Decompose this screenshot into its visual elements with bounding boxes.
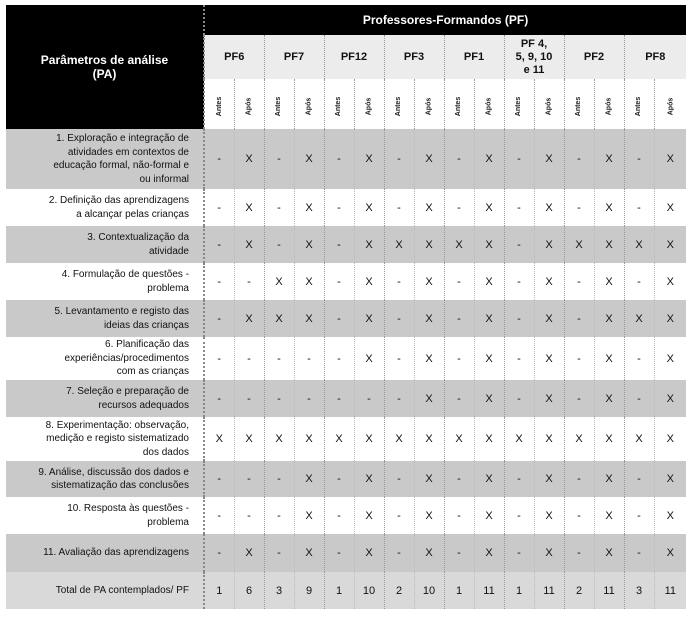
parameter-cell: X: [234, 534, 264, 572]
parameter-cell: X: [294, 189, 324, 226]
parameter-cell: X: [594, 417, 624, 461]
parameter-cell: -: [324, 129, 354, 189]
parameter-cell: X: [354, 461, 384, 497]
parameter-cell: X: [474, 417, 504, 461]
parameter-cell: -: [204, 461, 234, 497]
parameter-label-line: sistematização das conclusões: [51, 480, 189, 491]
parameter-cell: -: [624, 380, 654, 417]
parameter-cell: -: [204, 189, 234, 226]
parameter-cell: -: [384, 129, 414, 189]
parameter-cell: X: [354, 534, 384, 572]
parameter-cell: -: [324, 337, 354, 380]
parameter-cell: X: [654, 497, 686, 534]
parameter-cell: X: [654, 129, 686, 189]
parameter-cell: X: [504, 417, 534, 461]
before-header: [504, 79, 534, 129]
parameter-cell: -: [324, 226, 354, 263]
parameter-cell: X: [654, 300, 686, 337]
after-header: [294, 79, 324, 129]
parameter-cell: X: [474, 300, 504, 337]
pf-column-label: 5, 9, 10: [515, 50, 553, 63]
parameter-cell: X: [594, 461, 624, 497]
parameter-cell: -: [624, 263, 654, 300]
parameter-cell: X: [204, 417, 234, 461]
after-header: [414, 79, 444, 129]
parameter-cell: X: [624, 417, 654, 461]
parameter-cell: -: [294, 380, 324, 417]
parameter-label-line: problema: [147, 516, 189, 528]
parameter-cell: -: [264, 497, 294, 534]
parameter-cell: -: [264, 461, 294, 497]
parameter-cell: X: [414, 337, 444, 380]
parameter-cell: X: [624, 300, 654, 337]
parameter-label: [6, 300, 204, 337]
parameter-cell: X: [474, 263, 504, 300]
parameter-cell: X: [354, 300, 384, 337]
pf-column-label: PF 4,: [520, 37, 548, 50]
after-label: Após: [666, 97, 674, 116]
parameter-row: [6, 380, 686, 417]
parameter-label: [6, 226, 204, 263]
total-cell: 2: [384, 572, 414, 609]
pf-column-label: PF8: [645, 50, 666, 63]
parameter-label: [6, 534, 204, 572]
after-header: [474, 79, 504, 129]
parameter-cell: -: [204, 497, 234, 534]
total-row: [6, 572, 686, 609]
parameter-cell: X: [654, 226, 686, 263]
after-header: [234, 79, 264, 129]
parameter-cell: -: [564, 461, 594, 497]
parameter-cell: X: [594, 337, 624, 380]
parameter-cell: X: [534, 417, 564, 461]
parameter-cell: -: [324, 534, 354, 572]
parameter-cell: -: [504, 337, 534, 380]
parameter-cell: -: [444, 129, 474, 189]
header-row-group: [6, 5, 686, 35]
parameter-cell: -: [204, 300, 234, 337]
parameter-label-line: 4. Formulação de questões -: [61, 269, 189, 280]
parameter-cell: -: [504, 497, 534, 534]
parameter-cell: X: [534, 189, 564, 226]
total-cell: 9: [294, 572, 324, 609]
parameter-cell: X: [624, 226, 654, 263]
after-label: Após: [245, 97, 253, 116]
parameter-cell: X: [534, 337, 564, 380]
parameter-label-line: atividade: [148, 245, 189, 257]
parameter-label-line: 3. Contextualização da: [87, 232, 189, 243]
parameter-cell: X: [564, 226, 594, 263]
parameter-cell: -: [324, 263, 354, 300]
parameter-row: [6, 534, 686, 572]
parameter-label: [6, 497, 204, 534]
parameter-cell: X: [264, 263, 294, 300]
parameter-cell: X: [414, 226, 444, 263]
after-label: Após: [545, 97, 553, 116]
pf-column-label: PF6: [224, 50, 245, 63]
before-label: Antes: [455, 96, 463, 117]
parameter-cell: -: [564, 263, 594, 300]
total-cell: 11: [654, 572, 686, 609]
parameter-cell: -: [564, 189, 594, 226]
parameter-label-line: ou informal: [139, 173, 189, 185]
parameter-cell: X: [414, 300, 444, 337]
parameter-cell: X: [534, 461, 564, 497]
pf-column-label: PF3: [403, 50, 425, 63]
parameter-row: [6, 337, 686, 380]
parameter-cell: -: [204, 129, 234, 189]
parameter-cell: X: [294, 300, 324, 337]
after-header: [354, 79, 384, 129]
total-cell: 1: [324, 572, 354, 609]
parameter-cell: -: [384, 380, 414, 417]
pf-column-label: PF1: [463, 50, 485, 63]
parameter-label-line: 7. Seleção e preparação de: [66, 386, 189, 397]
parameter-cell: X: [564, 417, 594, 461]
parameter-cell: -: [264, 189, 294, 226]
total-cell: 10: [354, 572, 384, 609]
pf-column-header: [324, 35, 384, 79]
total-cell: 3: [624, 572, 654, 609]
parameter-cell: X: [594, 226, 624, 263]
parameter-cell: X: [414, 189, 444, 226]
total-cell: 1: [204, 572, 234, 609]
parameter-cell: -: [324, 497, 354, 534]
parameter-cell: X: [534, 226, 564, 263]
parameter-cell: X: [384, 226, 414, 263]
parameter-cell: X: [294, 497, 324, 534]
parameter-row: [6, 417, 686, 461]
parameter-cell: -: [564, 129, 594, 189]
parameter-cell: -: [264, 380, 294, 417]
parameter-cell: -: [384, 300, 414, 337]
parameter-cell: X: [414, 417, 444, 461]
parameter-label-line: problema: [147, 282, 189, 294]
parameter-cell: X: [594, 380, 624, 417]
parameter-cell: -: [264, 337, 294, 380]
after-header: [654, 79, 686, 129]
parameter-cell: -: [504, 129, 534, 189]
parameter-label-line: dos dados: [142, 446, 189, 458]
parameter-cell: -: [384, 461, 414, 497]
parameter-cell: -: [504, 461, 534, 497]
parameter-label-line: a alcançar pelas crianças: [76, 208, 189, 220]
total-cell: 11: [594, 572, 624, 609]
parameter-cell: X: [324, 417, 354, 461]
parameter-cell: X: [654, 417, 686, 461]
parameter-cell: X: [594, 300, 624, 337]
total-cell: 3: [264, 572, 294, 609]
parameter-cell: X: [594, 497, 624, 534]
total-cell: 6: [234, 572, 264, 609]
before-label: Antes: [215, 96, 223, 117]
parameter-cell: -: [204, 534, 234, 572]
parameter-label: [6, 337, 204, 380]
parameter-row: [6, 129, 686, 189]
before-header: [564, 79, 594, 129]
parameter-cell: X: [414, 461, 444, 497]
after-label: Após: [425, 97, 433, 116]
parameter-cell: -: [234, 461, 264, 497]
before-header: [204, 79, 234, 129]
parameter-cell: X: [654, 189, 686, 226]
parameter-cell: -: [204, 263, 234, 300]
parameter-cell: X: [594, 263, 624, 300]
total-cell: 2: [564, 572, 594, 609]
parameter-cell: X: [294, 417, 324, 461]
parameter-cell: -: [444, 497, 474, 534]
parameter-cell: X: [474, 461, 504, 497]
parameter-label-line: medição e registo sistematizado: [46, 433, 189, 445]
parameter-cell: X: [264, 300, 294, 337]
parameter-cell: -: [324, 461, 354, 497]
after-header: [534, 79, 564, 129]
parameter-cell: -: [624, 189, 654, 226]
pf-column-label: PF12: [340, 50, 368, 63]
parameter-cell: X: [534, 129, 564, 189]
pf-column-header: [264, 35, 324, 79]
parameter-label: [6, 417, 204, 461]
parameter-label-line: 8. Experimentação: observação,: [45, 419, 189, 431]
total-cell: 11: [474, 572, 504, 609]
parameter-cell: X: [474, 534, 504, 572]
parameter-cell: X: [354, 417, 384, 461]
parameter-cell: X: [414, 263, 444, 300]
parameter-cell: X: [234, 226, 264, 263]
parameter-cell: X: [414, 497, 444, 534]
before-label: Antes: [575, 96, 583, 117]
parameter-cell: -: [504, 263, 534, 300]
parameter-cell: X: [534, 497, 564, 534]
parameter-label-line: com as crianças: [116, 366, 189, 378]
parameter-cell: -: [384, 534, 414, 572]
parameter-cell: -: [564, 534, 594, 572]
parameter-cell: -: [504, 300, 534, 337]
parameter-cell: X: [654, 263, 686, 300]
parameter-cell: X: [294, 461, 324, 497]
parameter-cell: X: [534, 534, 564, 572]
parameter-cell: -: [624, 534, 654, 572]
parameter-cell: X: [594, 189, 624, 226]
parameter-cell: X: [414, 380, 444, 417]
parameter-cell: -: [504, 534, 534, 572]
parameter-cell: X: [234, 129, 264, 189]
parameter-cell: -: [444, 337, 474, 380]
parameter-cell: X: [384, 417, 414, 461]
parameter-cell: -: [504, 380, 534, 417]
parameter-cell: X: [354, 337, 384, 380]
before-label: Antes: [335, 96, 343, 117]
parameter-label: [6, 380, 204, 417]
parameter-cell: -: [324, 380, 354, 417]
after-label: Após: [365, 97, 373, 116]
pf-column-header: [384, 35, 444, 79]
parameter-cell: -: [444, 461, 474, 497]
parameter-cell: X: [474, 129, 504, 189]
parameter-cell: X: [594, 534, 624, 572]
parameter-cell: -: [234, 337, 264, 380]
parameter-row: [6, 497, 686, 534]
parameter-label-line: recursos adequados: [98, 399, 189, 411]
parameter-cell: X: [474, 226, 504, 263]
total-label: Total de PA contemplados/ PF: [6, 572, 204, 609]
parameter-label: [6, 461, 204, 497]
parameter-cell: X: [234, 300, 264, 337]
parameter-cell: -: [264, 129, 294, 189]
parameter-cell: -: [504, 189, 534, 226]
parameters-header: [6, 5, 204, 129]
parameter-cell: -: [384, 337, 414, 380]
pf-column-header: [624, 35, 686, 79]
parameter-cell: X: [654, 380, 686, 417]
parameter-label: [6, 263, 204, 300]
total-cell: 10: [414, 572, 444, 609]
parameter-cell: -: [564, 497, 594, 534]
parameter-cell: X: [474, 380, 504, 417]
parameter-cell: X: [594, 129, 624, 189]
total-cell: 11: [534, 572, 564, 609]
parameter-cell: X: [474, 497, 504, 534]
before-header: [444, 79, 474, 129]
parameter-label-line: 9. Análise, discussão dos dados e: [38, 466, 189, 478]
before-header: [384, 79, 414, 129]
parameter-cell: X: [354, 226, 384, 263]
parameter-cell: -: [384, 263, 414, 300]
parameter-cell: X: [354, 129, 384, 189]
pf-column-header: [504, 35, 564, 79]
parameter-cell: -: [234, 380, 264, 417]
parameter-cell: -: [504, 226, 534, 263]
parameter-cell: -: [234, 263, 264, 300]
parameter-cell: -: [204, 337, 234, 380]
parameter-cell: X: [414, 534, 444, 572]
parameter-cell: -: [564, 300, 594, 337]
parameter-cell: X: [654, 534, 686, 572]
parameter-cell: -: [354, 380, 384, 417]
parameter-cell: X: [354, 263, 384, 300]
parameter-cell: -: [294, 337, 324, 380]
after-header: [594, 79, 624, 129]
before-label: Antes: [515, 96, 523, 117]
parameter-cell: -: [384, 189, 414, 226]
group-title: Professores-Formandos (PF): [204, 5, 686, 35]
parameter-cell: -: [444, 189, 474, 226]
pf-column-header: [444, 35, 504, 79]
parameter-cell: X: [234, 189, 264, 226]
total-cell: 1: [444, 572, 474, 609]
after-label: Após: [605, 97, 613, 116]
parameter-cell: X: [534, 300, 564, 337]
parameter-row: [6, 189, 686, 226]
pf-column-header: [204, 35, 264, 79]
before-label: Antes: [635, 96, 643, 117]
before-label: Antes: [395, 96, 403, 117]
parameter-cell: X: [294, 129, 324, 189]
parameter-cell: X: [654, 461, 686, 497]
parameter-cell: -: [324, 300, 354, 337]
before-header: [324, 79, 354, 129]
parameter-label: [6, 129, 204, 189]
parameter-cell: -: [204, 226, 234, 263]
parameter-label-line: 1. Exploração e integração de: [56, 133, 189, 144]
parameters-header-title: Parâmetros de análise: [40, 53, 169, 67]
parameter-label-line: 10. Resposta às questões -: [67, 503, 189, 514]
parameter-cell: X: [294, 534, 324, 572]
parameter-cell: -: [444, 300, 474, 337]
parameter-cell: -: [264, 226, 294, 263]
parameter-row: [6, 461, 686, 497]
parameter-row: [6, 300, 686, 337]
before-label: Antes: [275, 96, 283, 117]
parameter-cell: -: [564, 380, 594, 417]
parameter-cell: -: [444, 534, 474, 572]
after-label: Após: [305, 97, 313, 116]
parameter-row: [6, 226, 686, 263]
parameter-cell: X: [354, 189, 384, 226]
pf-column-header: [564, 35, 624, 79]
analysis-table: [6, 5, 686, 609]
parameter-label-line: ideias das crianças: [103, 319, 189, 331]
parameter-cell: X: [294, 226, 324, 263]
parameter-cell: -: [324, 189, 354, 226]
parameter-cell: -: [624, 497, 654, 534]
parameter-row: [6, 263, 686, 300]
parameter-label-line: educação formal, não-formal e: [53, 160, 189, 171]
after-label: Após: [485, 97, 493, 116]
before-header: [264, 79, 294, 129]
parameter-cell: -: [624, 337, 654, 380]
parameter-cell: -: [444, 380, 474, 417]
parameter-cell: X: [354, 497, 384, 534]
parameter-cell: -: [444, 263, 474, 300]
parameter-label-line: 11. Avaliação das aprendizagens: [43, 547, 189, 559]
parameter-cell: X: [474, 337, 504, 380]
parameter-cell: X: [414, 129, 444, 189]
parameter-cell: X: [654, 337, 686, 380]
parameter-cell: -: [564, 337, 594, 380]
parameter-label-line: 6. Planificação das: [105, 339, 189, 351]
parameter-cell: X: [444, 417, 474, 461]
parameter-cell: -: [624, 129, 654, 189]
parameters-header-abbr: (PA): [92, 67, 117, 81]
parameter-cell: -: [264, 534, 294, 572]
pf-column-label: PF2: [583, 50, 605, 63]
parameter-label: [6, 189, 204, 226]
before-header: [624, 79, 654, 129]
parameter-cell: -: [234, 497, 264, 534]
parameter-cell: X: [444, 226, 474, 263]
parameter-label-line: 5. Levantamento e registo das: [54, 306, 189, 317]
parameter-cell: -: [624, 461, 654, 497]
parameter-cell: X: [534, 263, 564, 300]
parameter-cell: -: [384, 497, 414, 534]
parameter-label-line: experiências/procedimentos: [64, 352, 189, 364]
parameter-cell: X: [264, 417, 294, 461]
parameter-cell: X: [474, 189, 504, 226]
pf-column-label: e 11: [523, 63, 545, 76]
parameter-cell: X: [294, 263, 324, 300]
parameter-label-line: 2. Definição das aprendizagens: [48, 195, 189, 206]
pf-column-label: PF7: [283, 50, 305, 63]
parameter-cell: X: [234, 417, 264, 461]
parameter-cell: -: [204, 380, 234, 417]
parameter-cell: X: [534, 380, 564, 417]
parameter-label-line: atividades em contextos de: [67, 146, 189, 158]
total-cell: 1: [504, 572, 534, 609]
